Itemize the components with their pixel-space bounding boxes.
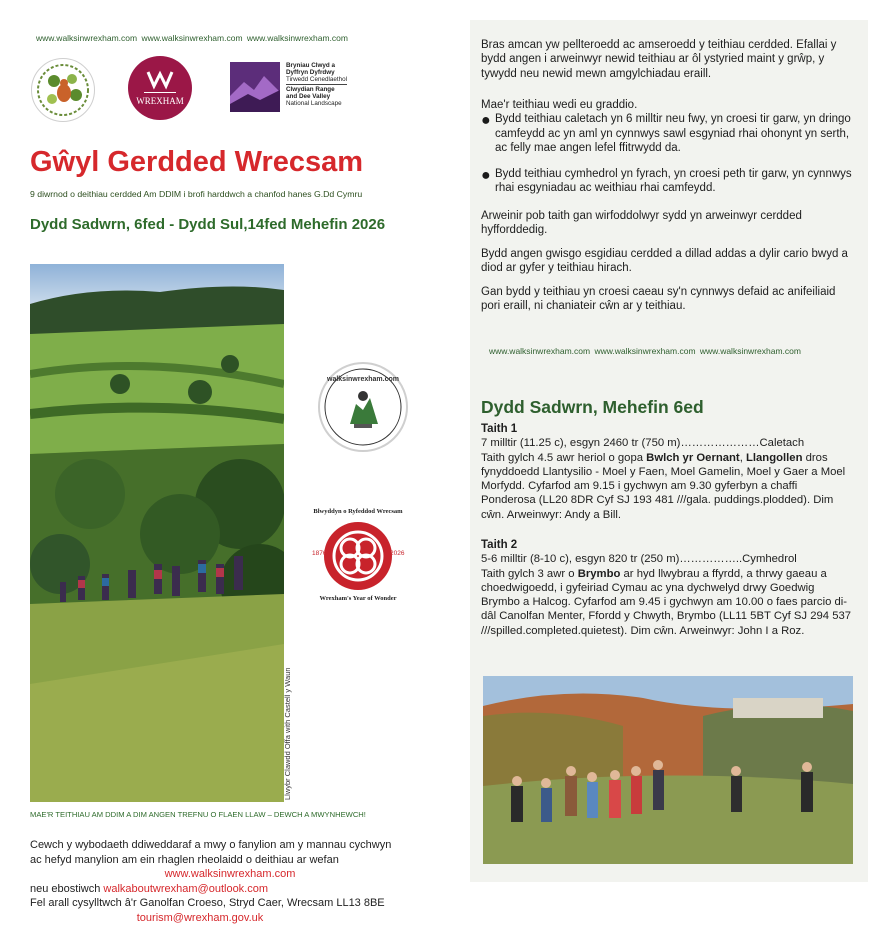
header-urls: www.walksinwrexham.com www.walksinwrexham.com www.walksinwrexham.com bbox=[36, 33, 348, 43]
bullet-item bbox=[481, 167, 853, 196]
info-line: ac hefyd manylion am ein rhaglen rheolaidd o deithiau ar wefan bbox=[30, 853, 339, 866]
aonb-text bbox=[286, 62, 347, 107]
walk-stats: 7 milltir (11.25 c), esgyn 2460 tr (750 m)…………………Caletach bbox=[481, 437, 805, 450]
subtitle: 9 diwrnod o deithiau cerdded Am DDIM i brofi harddwch a chanfod hanes G.Dd Cymru bbox=[30, 189, 363, 199]
graded-text: Mae'r teithiau wedi eu graddio. bbox=[481, 99, 638, 111]
aonb-mark bbox=[230, 62, 280, 112]
aonb-line: Dyffryn Dyfrdwy bbox=[286, 69, 335, 77]
nature-logo bbox=[31, 58, 95, 122]
desc-text: , bbox=[739, 451, 746, 464]
dogs-text: Gan bydd y teithiau yn croesi caeau sy'n cynnwys defaid ac anifeiliaid pori eraill, ni chaniateir cŵn ar y teithiau. bbox=[481, 286, 836, 313]
aonb-logo bbox=[230, 62, 356, 112]
badge-year-bottom: Wrexham's Year of Wonder bbox=[319, 595, 397, 602]
bullet-icon: ● bbox=[481, 166, 491, 184]
walksinwrexham-badge bbox=[318, 362, 408, 452]
desc-text: dros fynyddoedd Llantysilio - Moel y Faen, Moel Gamelin, Moel y Gaer a Moel Morfydd. Cyfarfod am 9.15 i gychwyn am 9.30 gyferbyn a chaffi Ponderosa (LL20 8DR Cyf SJ 193 481 ///gala. puddings.plodded). Dim cŵn. Arweinwyr: Andy a Bill. bbox=[481, 451, 846, 521]
grading-section bbox=[481, 98, 853, 195]
hills-icon bbox=[230, 62, 280, 112]
desc-text: ar hyd llwybrau a ffyrdd, a thrwy gaeau a choedwigoedd, i gyfeiriad Cymau ac yna dychwelyd drwy Goedwig Brymbo a Halcog. Cyfarfod am 9.45 i gychwyn am 10.00 o faes parcio di-dâl Canolfan Menter, Ffordd y Chwyth, Brymbo (LL11 5BT Cyf SJ 294 537 ///spilled.completed.quietest). Dim cŵn. Arweinwyr: John I a Roz. bbox=[481, 567, 852, 637]
bullet-text: Bydd teithiau caletach yn 6 milltir neu fwy, yn croesi tir garw, yn dringo camfeydd ac yn aml yn cynnwys sawl esgyniad rhai ohonynt yn serth, ac felly mae angen lefel ffitrwydd da. bbox=[495, 113, 851, 155]
year-of-wonder-badge bbox=[306, 504, 410, 608]
walk-stats: 5-6 milltir (8-10 c), esgyn 820 tr (250 m)……………..Cymhedrol bbox=[481, 553, 797, 566]
bullet-icon: ● bbox=[481, 112, 491, 130]
clothing-section bbox=[481, 247, 853, 276]
aonb-line: and Dee Valley bbox=[286, 92, 331, 100]
place-name: Bwlch yr Oernant bbox=[646, 451, 740, 464]
page-title: Gŵyl Gerdded Wrecsam bbox=[30, 146, 364, 178]
contact-line: Fel arall cysylltwch â'r Ganolfan Croeso, Stryd Caer, Wrecsam LL13 8BE bbox=[30, 897, 385, 909]
website-link[interactable]: www.walksinwrexham.com bbox=[164, 868, 296, 880]
clothing-text: Bydd angen gwisgo esgidiau cerdded a dillad addas a dylir cario bwyd a diod ar gyfer y teithiau hirach. bbox=[481, 248, 848, 275]
desc-text: Taith gylch 3 awr o bbox=[481, 567, 578, 580]
wrexham-logo bbox=[128, 56, 192, 120]
dogs-section bbox=[481, 285, 853, 314]
walk-1 bbox=[481, 422, 853, 522]
leaders-text: Arweinir pob taith gan wirfoddolwyr sydd yn arweinwyr cerdded hyfforddedig. bbox=[481, 210, 802, 237]
right-panel bbox=[470, 20, 868, 882]
badge-year-top: Blwyddyn o Ryfeddod Wrecsam bbox=[313, 508, 403, 515]
squirrel-leaves-icon bbox=[32, 59, 94, 121]
leaders-section bbox=[481, 209, 853, 238]
desc-text: Taith gylch 4.5 awr heriol o gopa bbox=[481, 451, 647, 464]
bullet-item bbox=[481, 112, 853, 155]
badge-walks-text: walksinwrexham.com bbox=[327, 376, 399, 383]
badge-year-left: 1876 bbox=[312, 550, 327, 557]
day-heading: Dydd Sadwrn, Mehefin 6ed bbox=[481, 397, 704, 417]
walk-title: Taith 2 bbox=[481, 539, 518, 551]
info-line: Cewch y wybodaeth ddiweddaraf a mwy o fanylion am y mannau cychwyn bbox=[30, 839, 392, 851]
place-name: Llangollen bbox=[745, 451, 803, 464]
email-link[interactable]: walkaboutwrexham@outlook.com bbox=[103, 882, 269, 895]
email-prefix: neu ebostiwch bbox=[30, 882, 104, 895]
intro-text: Bras amcan yw pellteroedd ac amseroedd y teithiau cerdded. Efallai y bydd angen i arweinwyr newid teithiau ar ôl ystyried maint y grŵp, y tywydd neu newid mewn amgylchiadau eraill. bbox=[481, 39, 837, 80]
email-line bbox=[30, 882, 430, 897]
walk-description bbox=[481, 451, 853, 522]
walk-title: Taith 1 bbox=[481, 423, 518, 435]
contact-info bbox=[30, 838, 430, 925]
group-walkers-photo bbox=[483, 676, 853, 864]
bullet-text: Bydd teithiau cymhedrol yn fyrach, yn croesi peth tir garw, yn cynnwys rhai esgyniadau ac weithiau rhai camfeydd. bbox=[495, 167, 852, 195]
right-urls: www.walksinwrexham.com www.walksinwrexham.com www.walksinwrexham.com bbox=[489, 346, 801, 356]
hillside-walkers-photo bbox=[30, 264, 284, 802]
tourism-email-link[interactable]: tourism@wrexham.gov.uk bbox=[136, 911, 264, 924]
aonb-line: Bryniau Clwyd a bbox=[286, 62, 335, 69]
group-illustration bbox=[483, 676, 853, 864]
badge-year-right: 2026 bbox=[390, 550, 405, 557]
walk-description bbox=[481, 567, 853, 638]
photo-caption: Llwybr Clawdd Offa with Castell y Waun bbox=[283, 667, 292, 800]
aonb-line: Tirwedd Cenedlaethol bbox=[286, 76, 348, 84]
place-name: Brymbo bbox=[577, 567, 621, 580]
wrexham-crest-icon bbox=[128, 56, 192, 120]
aonb-line: National Landscape bbox=[286, 100, 342, 108]
wrexham-logo-text: WREXHAM bbox=[136, 96, 184, 106]
free-walks-notice: MAE'R TEITHIAU AM DDIM A DIM ANGEN TREFNU O FLAEN LLAW – DEWCH A MWYNHEWCH! bbox=[30, 810, 366, 819]
walk-2 bbox=[481, 538, 853, 638]
aonb-line: Clwydian Range bbox=[286, 85, 335, 93]
landscape-illustration bbox=[30, 264, 284, 802]
intro-section bbox=[481, 38, 853, 81]
festival-dates: Dydd Sadwrn, 6fed - Dydd Sul,14fed Mehefin 2026 bbox=[30, 216, 386, 233]
